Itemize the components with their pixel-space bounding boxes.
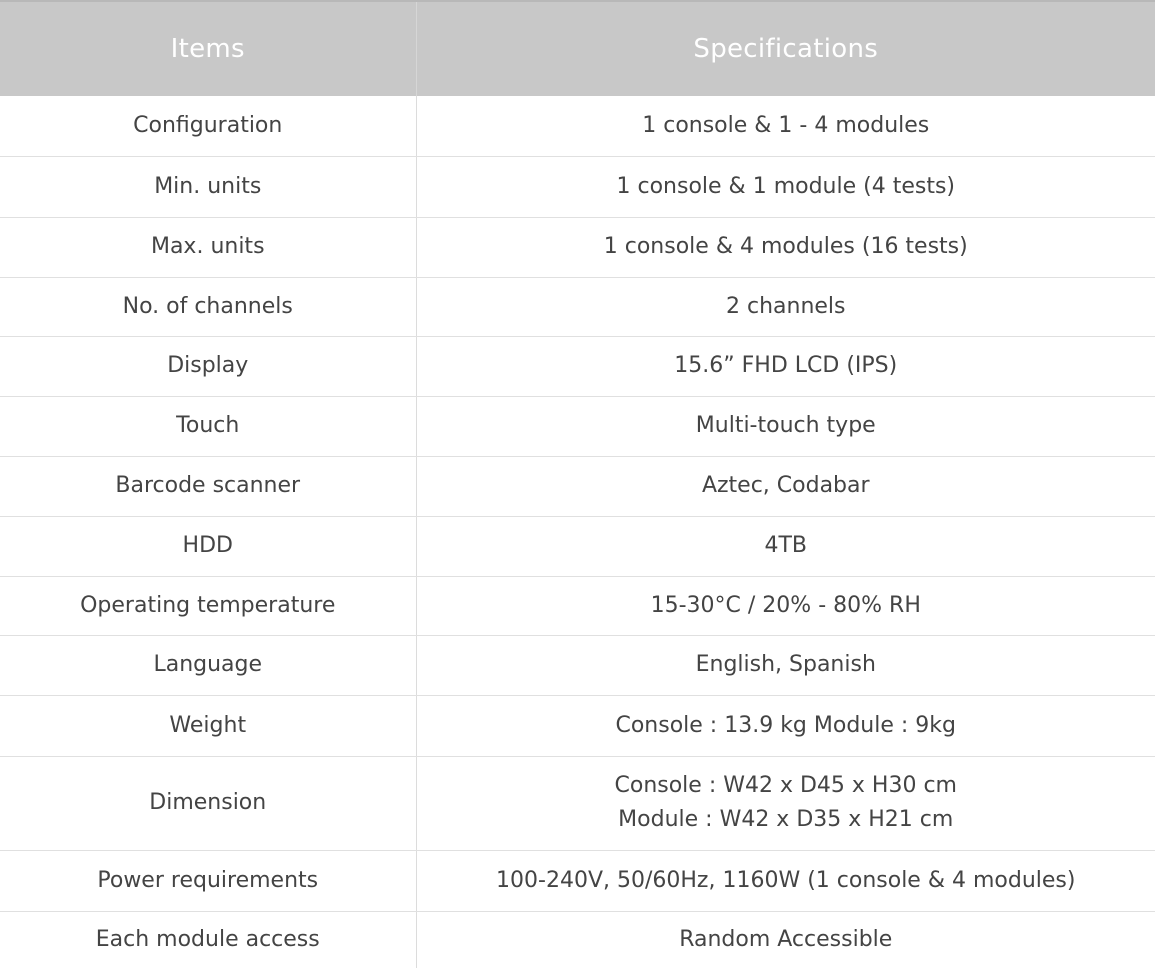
spec-line: Random Accessible <box>417 923 1155 957</box>
table-body <box>0 96 1155 968</box>
spec-line: 4TB <box>417 529 1155 563</box>
spec-line: Aztec, Codabar <box>417 469 1155 503</box>
spec-line: 100-240V, 50/60Hz, 1160W (1 console & 4 modules) <box>417 864 1155 898</box>
header-specifications: Specifications <box>416 1 1155 96</box>
spec-line: Console : 13.9 kg Module : 9kg <box>417 709 1155 743</box>
table-row <box>0 96 1155 156</box>
spec-cell <box>416 156 1155 217</box>
spec-line: Module : W42 x D35 x H21 cm <box>417 803 1155 837</box>
table-row <box>0 576 1155 635</box>
header-items: Items <box>0 1 416 96</box>
item-cell: Display <box>0 336 416 396</box>
item-cell: Touch <box>0 396 416 456</box>
spec-cell <box>416 396 1155 456</box>
table-row <box>0 850 1155 911</box>
spec-cell <box>416 96 1155 156</box>
spec-cell <box>416 277 1155 336</box>
table-row <box>0 516 1155 576</box>
spec-line: 1 console & 4 modules (16 tests) <box>417 230 1155 264</box>
item-cell: Configuration <box>0 96 416 156</box>
item-cell: Barcode scanner <box>0 456 416 516</box>
item-cell: Min. units <box>0 156 416 217</box>
spec-line: English, Spanish <box>417 648 1155 682</box>
spec-line: 15.6” FHD LCD (IPS) <box>417 349 1155 383</box>
spec-cell <box>416 456 1155 516</box>
table-row <box>0 156 1155 217</box>
spec-cell <box>416 516 1155 576</box>
spec-line: 1 console & 1 - 4 modules <box>417 109 1155 143</box>
spec-cell <box>416 576 1155 635</box>
table-row <box>0 277 1155 336</box>
table-row <box>0 756 1155 850</box>
table-row <box>0 217 1155 277</box>
table-row <box>0 336 1155 396</box>
item-cell: Language <box>0 635 416 695</box>
spec-cell <box>416 336 1155 396</box>
spec-cell <box>416 850 1155 911</box>
spec-line: 1 console & 1 module (4 tests) <box>417 170 1155 204</box>
item-cell: HDD <box>0 516 416 576</box>
spec-line: Multi-touch type <box>417 409 1155 443</box>
spec-line: Console : W42 x D45 x H30 cm <box>417 769 1155 803</box>
table-row <box>0 396 1155 456</box>
item-cell: Each module access <box>0 911 416 968</box>
spec-cell <box>416 635 1155 695</box>
table-row <box>0 456 1155 516</box>
spec-cell <box>416 756 1155 850</box>
item-cell: Power requirements <box>0 850 416 911</box>
table-row <box>0 911 1155 968</box>
table-row <box>0 635 1155 695</box>
table-header <box>0 1 1155 96</box>
spec-line: 2 channels <box>417 290 1155 324</box>
spec-cell <box>416 911 1155 968</box>
item-cell: Max. units <box>0 217 416 277</box>
item-cell: No. of channels <box>0 277 416 336</box>
header-row <box>0 1 1155 96</box>
spec-cell <box>416 217 1155 277</box>
item-cell: Weight <box>0 695 416 756</box>
spec-cell <box>416 695 1155 756</box>
spec-line: 15-30°C / 20% - 80% RH <box>417 589 1155 623</box>
item-cell: Operating temperature <box>0 576 416 635</box>
item-cell: Dimension <box>0 756 416 850</box>
table-row <box>0 695 1155 756</box>
